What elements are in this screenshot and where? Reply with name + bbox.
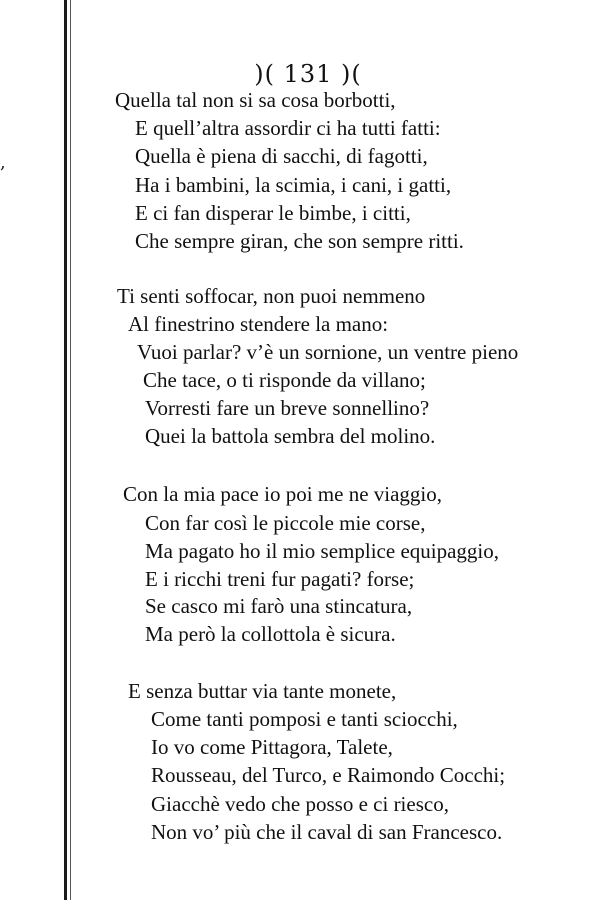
verse-line: Ti senti soffocar, non puoi nemmeno xyxy=(117,284,426,308)
verse-line: E senza buttar via tante monete, xyxy=(128,679,397,703)
verse-line: Con la mia pace io poi me ne viaggio, xyxy=(123,482,442,506)
verse-line: Vorresti fare un breve sonnellino? xyxy=(145,396,430,420)
verse-line: Non vo’ più che il caval di san Francesco. xyxy=(151,820,503,844)
verse-line: Come tanti pomposi e tanti sciocchi, xyxy=(151,707,458,731)
verse-line: Ha i bambini, la scimia, i cani, i gatti, xyxy=(135,173,452,197)
verse-line: Con far così le piccole mie corse, xyxy=(145,511,426,535)
verse-line: Quella tal non si sa cosa borbotti, xyxy=(115,88,396,112)
binding-edge-line xyxy=(64,0,67,900)
verse-line: Quei la battola sembra del molino. xyxy=(145,424,436,448)
verse-line: Ma però la collottola è sicura. xyxy=(145,622,396,646)
verse-line: E ci fan disperar le bimbe, i citti, xyxy=(135,201,411,225)
verse-line: Se casco mi farò una stincatura, xyxy=(145,594,413,618)
page-number-value: 131 xyxy=(283,60,333,88)
verse-line: E quell’altra assordir ci ha tutti fatti: xyxy=(135,116,441,140)
verse-line: Al finestrino stendere la mano: xyxy=(128,312,389,336)
verse-line: Che tace, o ti risponde da villano; xyxy=(143,368,426,392)
page-number xyxy=(0,60,616,88)
margin-mark: , xyxy=(0,152,6,173)
ornament-right-icon: )( xyxy=(341,60,362,88)
verse-line: Ma pagato ho il mio semplice equipaggio, xyxy=(145,539,500,563)
verse-line: E i ricchi treni fur pagati? forse; xyxy=(145,567,415,591)
verse-line: Che sempre giran, che son sempre ritti. xyxy=(135,229,464,253)
ornament-left-icon: )( xyxy=(254,60,275,88)
verse-line: Io vo come Pittagora, Talete, xyxy=(151,735,393,759)
verse-line: Quella è piena di sacchi, di fagotti, xyxy=(135,144,428,168)
verse-line: Giacchè vedo che posso e ci riesco, xyxy=(151,792,449,816)
verse-line: Rousseau, del Turco, e Raimondo Cocchi; xyxy=(151,763,506,787)
binding-edge-shadow xyxy=(70,0,71,900)
verse-line: Vuoi parlar? v’è un sornione, un ventre pieno xyxy=(137,340,519,364)
